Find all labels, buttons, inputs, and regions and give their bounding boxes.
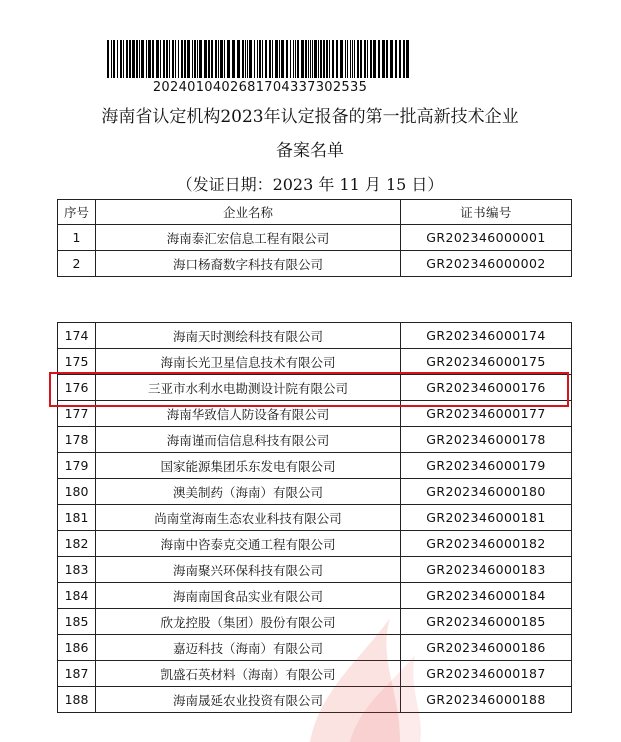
barcode-bar — [204, 40, 207, 78]
row-company: 海南华致信人防设备有限公司 — [96, 401, 401, 427]
barcode-bar — [275, 40, 278, 78]
row-index: 187 — [58, 661, 96, 687]
barcode-bar — [136, 40, 138, 78]
barcode-bar — [314, 40, 317, 78]
row-company: 海南中咨泰克交通工程有限公司 — [96, 531, 401, 557]
barcode-bar — [211, 40, 213, 78]
row-company: 国家能源集团乐东发电有限公司 — [96, 453, 401, 479]
barcode-bar — [345, 40, 346, 78]
barcode-bar — [148, 40, 151, 78]
row-company: 海南聚兴环保科技有限公司 — [96, 557, 401, 583]
barcode-bar — [323, 40, 325, 78]
row-certificate: GR202346000001 — [401, 225, 572, 251]
row-index: 178 — [58, 427, 96, 453]
table-row — [58, 479, 572, 505]
barcode-bar — [107, 40, 109, 78]
barcode-bar — [172, 40, 174, 78]
row-certificate: GR202346000177 — [401, 401, 572, 427]
company-table-top — [57, 199, 572, 277]
barcode-bar — [257, 40, 258, 78]
barcode-bar — [220, 40, 223, 78]
barcode-bar — [312, 40, 313, 78]
barcode-number: 20240104026817043373025​35 — [152, 80, 368, 95]
barcode-bar — [178, 40, 179, 78]
barcode-bar — [249, 40, 252, 78]
row-index: 1 — [58, 225, 96, 251]
barcode-bar — [386, 40, 388, 78]
row-certificate: GR202346000174 — [401, 323, 572, 349]
row-certificate: GR202346000185 — [401, 609, 572, 635]
barcode — [107, 40, 413, 78]
barcode-bar — [403, 40, 405, 78]
document-subtitle: 备案名单 — [276, 141, 344, 161]
barcode-bar — [218, 40, 219, 78]
row-index: 188 — [58, 687, 96, 713]
barcode-bar — [329, 40, 330, 78]
barcode-bar — [237, 40, 240, 78]
row-index: 182 — [58, 531, 96, 557]
barcode-bar — [354, 40, 355, 78]
barcode-bar — [111, 40, 112, 78]
barcode-bar — [406, 40, 409, 78]
row-company: 海南泰汇宏信息工程有限公司 — [96, 225, 401, 251]
barcode-bar — [160, 40, 161, 78]
row-index: 180 — [58, 479, 96, 505]
barcode-bar — [169, 40, 170, 78]
row-company: 欣龙控股（集团）股份有限公司 — [96, 609, 401, 635]
barcode-bar — [318, 40, 319, 78]
barcode-bar — [139, 40, 140, 78]
header-company: 企业名称 — [96, 200, 401, 225]
barcode-bar — [347, 40, 348, 78]
barcode-bar — [215, 40, 217, 78]
barcode-bar — [326, 40, 328, 78]
row-index: 186 — [58, 635, 96, 661]
barcode-bar — [120, 40, 122, 78]
row-company: 三亚市水利水电勘测设计院有限公司 — [96, 375, 401, 401]
row-company: 海南晟延农业投资有限公司 — [96, 687, 401, 713]
barcode-bar — [308, 40, 309, 78]
row-company: 尚南堂海南生态农业科技有限公司 — [96, 505, 401, 531]
row-index: 175 — [58, 349, 96, 375]
row-certificate: GR202346000187 — [401, 661, 572, 687]
table-row — [58, 505, 572, 531]
row-certificate: GR202346000175 — [401, 349, 572, 375]
row-index: 183 — [58, 557, 96, 583]
table-header-row — [58, 200, 572, 225]
barcode-bar — [310, 40, 311, 78]
row-index: 174 — [58, 323, 96, 349]
row-index: 176 — [58, 375, 96, 401]
barcode-bar — [281, 40, 284, 78]
row-company: 嘉迈科技（海南）有限公司 — [96, 635, 401, 661]
header-index: 序号 — [58, 200, 96, 225]
barcode-bar — [382, 40, 385, 78]
barcode-bar — [156, 40, 159, 78]
barcode-bar — [293, 40, 294, 78]
row-certificate: GR202346000186 — [401, 635, 572, 661]
row-index: 181 — [58, 505, 96, 531]
barcode-bar — [254, 40, 255, 78]
barcode-bar — [247, 40, 248, 78]
barcode-bar — [295, 40, 296, 78]
barcode-bar — [390, 40, 393, 78]
barcode-bar — [360, 40, 362, 78]
table-row — [58, 427, 572, 453]
barcode-bar — [290, 40, 291, 78]
barcode-bar — [399, 40, 401, 78]
barcode-bar — [279, 40, 280, 78]
barcode-bar — [187, 40, 190, 78]
barcode-bar — [208, 40, 210, 78]
barcode-bar — [123, 40, 124, 78]
barcode-bar — [146, 40, 147, 78]
barcode-bar — [367, 40, 368, 78]
barcode-bar — [297, 40, 299, 78]
barcode-bar — [259, 40, 261, 78]
barcode-bar — [320, 40, 322, 78]
barcode-bar — [197, 40, 198, 78]
row-company: 海南长光卫星信息技术有限公司 — [96, 349, 401, 375]
barcode-bar — [129, 40, 131, 78]
barcode-bar — [340, 40, 343, 78]
barcode-bar — [269, 40, 271, 78]
watermark-flame-icon — [250, 600, 450, 742]
row-company: 凯盛石英材料（海南）有限公司 — [96, 661, 401, 687]
barcode-bar — [152, 40, 154, 78]
barcode-bar — [286, 40, 288, 78]
barcode-bar — [272, 40, 273, 78]
row-certificate: GR202346000180 — [401, 479, 572, 505]
barcode-bar — [336, 40, 338, 78]
barcode-bar — [224, 40, 225, 78]
table-row — [58, 225, 572, 251]
issue-date: （发证日期：2023 年 11 月 15 日） — [176, 175, 444, 194]
highlight-box — [49, 372, 569, 407]
row-certificate: GR202346000002 — [401, 251, 572, 277]
table-row — [58, 251, 572, 277]
barcode-bar — [262, 40, 263, 78]
row-certificate: GR202346000183 — [401, 557, 572, 583]
barcode-bar — [126, 40, 128, 78]
row-index: 2 — [58, 251, 96, 277]
row-certificate: GR202346000184 — [401, 583, 572, 609]
barcode-bar — [378, 40, 380, 78]
header-certificate: 证书编号 — [401, 200, 572, 225]
barcode-bar — [166, 40, 168, 78]
barcode-bar — [370, 40, 372, 78]
row-index: 185 — [58, 609, 96, 635]
barcode-bar — [192, 40, 193, 78]
barcode-bar — [141, 40, 144, 78]
table-row — [58, 531, 572, 557]
barcode-bar — [232, 40, 235, 78]
barcode-bar — [175, 40, 176, 78]
row-certificate: GR202346000188 — [401, 687, 572, 713]
row-company: 海南谨而信信息科技有限公司 — [96, 427, 401, 453]
row-company: 海南南国食品实业有限公司 — [96, 583, 401, 609]
barcode-bar — [332, 40, 334, 78]
barcode-bar — [194, 40, 196, 78]
row-company: 海口杨裔数字科技有限公司 — [96, 251, 401, 277]
barcode-bar — [163, 40, 165, 78]
barcode-bar — [364, 40, 366, 78]
row-certificate: GR202346000176 — [401, 375, 572, 401]
table-row — [58, 557, 572, 583]
table-row — [58, 323, 572, 349]
barcode-bar — [113, 40, 115, 78]
table-row — [58, 349, 572, 375]
barcode-bar — [265, 40, 267, 78]
barcode-bar — [184, 40, 186, 78]
barcode-bar — [242, 40, 244, 78]
barcode-bar — [373, 40, 376, 78]
barcode-bar — [199, 40, 202, 78]
table-row — [58, 453, 572, 479]
barcode-bar — [305, 40, 307, 78]
barcode-bar — [352, 40, 353, 78]
barcode-bar — [357, 40, 359, 78]
barcode-bar — [350, 40, 351, 78]
barcode-bar — [301, 40, 304, 78]
row-certificate: GR202346000178 — [401, 427, 572, 453]
barcode-bar — [132, 40, 135, 78]
row-index: 179 — [58, 453, 96, 479]
barcode-bar — [227, 40, 230, 78]
barcode-bar — [181, 40, 183, 78]
row-certificate: GR202346000179 — [401, 453, 572, 479]
row-index: 184 — [58, 583, 96, 609]
row-certificate: GR202346000181 — [401, 505, 572, 531]
barcode-bar — [117, 40, 118, 78]
document-title: 海南省认定机构2023年认定报备的第一批高新技术企业 — [101, 107, 519, 127]
barcode-bar — [245, 40, 246, 78]
row-company: 澳美制药（海南）有限公司 — [96, 479, 401, 505]
barcode-bar — [395, 40, 397, 78]
row-index: 177 — [58, 401, 96, 427]
row-company: 海南天时测绘科技有限公司 — [96, 323, 401, 349]
row-certificate: GR202346000182 — [401, 531, 572, 557]
